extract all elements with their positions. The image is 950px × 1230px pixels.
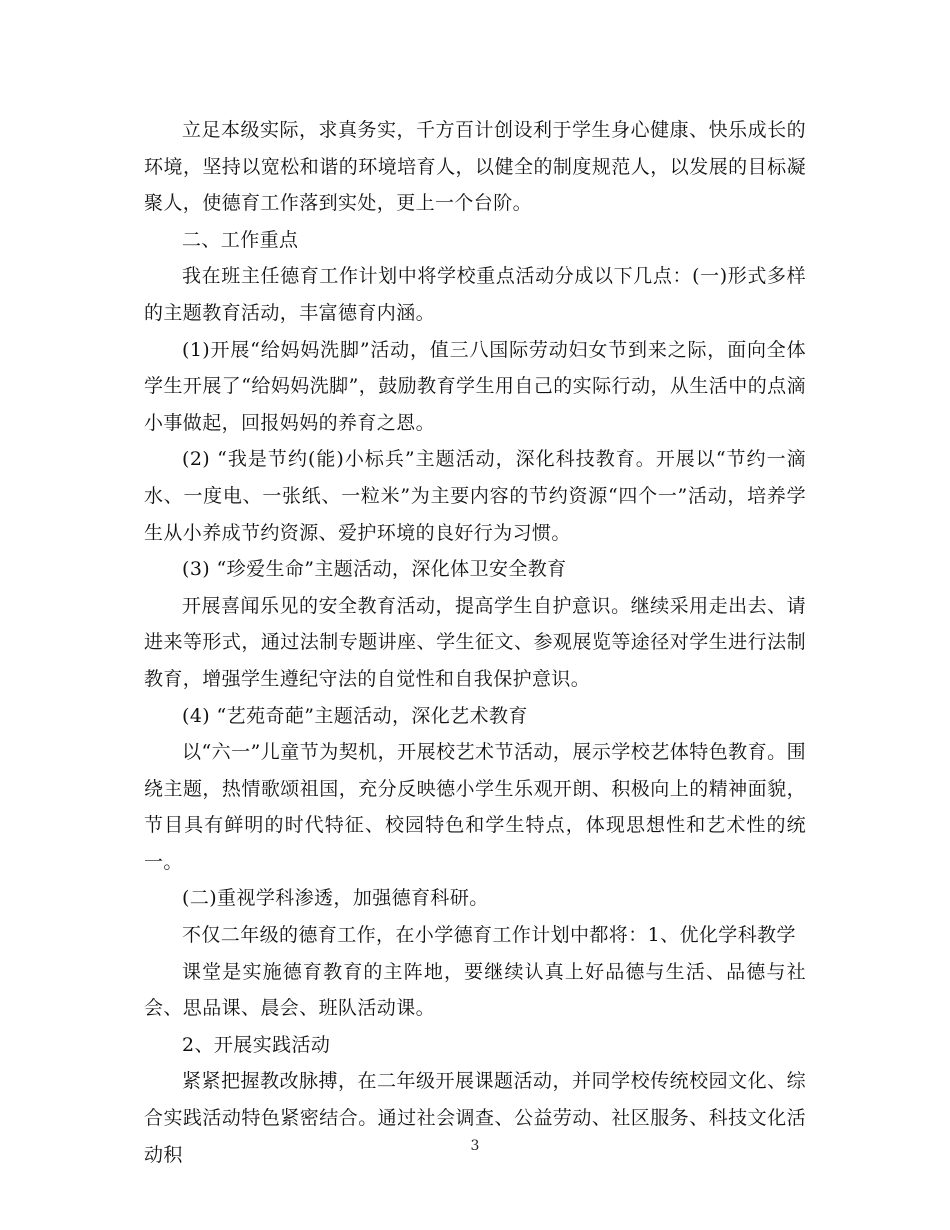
page-number: 3 <box>470 1138 480 1154</box>
section-heading: 二、工作重点 <box>182 228 299 251</box>
document-body <box>144 112 806 1173</box>
paragraph: 课堂是实施德育教育的主阵地，要继续认真上好品德与生活、品德与社会、思品课、晨会、班队活动课。 <box>144 960 806 1020</box>
paragraph: 我在班主任德育工作计划中将学校重点活动分成以下几点：(一)形式多样的主题教育活动，丰富德育内涵。 <box>144 265 806 324</box>
paragraph: 以“六一”儿童节为契机，开展校艺术节活动，展示学校艺体特色教育。围绕主题，热情歌颂祖国，充分反映德小学生乐观开朗、积极向上的精神面貌，节目具有鲜明的时代特征、校园特色和学生特点，体现思想性和艺术性的统一。 <box>144 741 806 873</box>
subheading: (二)重视学科渗透，加强德育科研。 <box>182 887 489 910</box>
paragraph: (2) “我是节约(能)小标兵”主题活动，深化科技教育。开展以“节约一滴水、一度电、一张纸、一粒米”为主要内容的节约资源“四个一”活动，培养学生从小养成节约资源、爱护环境的良好行为习惯。 <box>144 448 806 544</box>
subheading: 2、开展实践活动 <box>182 1033 331 1056</box>
subheading: (3) “珍爱生命”主题活动，深化体卫安全教育 <box>182 558 567 581</box>
paragraph: 立足本级实际，求真务实，千方百计创设利于学生身心健康、快乐成长的环境，坚持以宽松和谐的环境培育人，以健全的制度规范人，以发展的目标凝聚人，使德育工作落到实处，更上一个台阶。 <box>144 119 806 215</box>
paragraph: 紧紧把握教改脉搏，在二年级开展课题活动，并同学校传统校园文化、综合实践活动特色紧密结合。通过社会调查、公益劳动、社区服务、科技文化活动积 <box>144 1070 806 1166</box>
paragraph: (1)开展“给妈妈洗脚”活动，值三八国际劳动妇女节到来之际，面向全体学生开展了“给妈妈洗脚”，鼓励教育学生用自己的实际行动，从生活中的点滴小事做起，回报妈妈的养育之恩。 <box>144 338 806 434</box>
paragraph: 不仅二年级的德育工作，在小学德育工作计划中都将：1、优化学科教学 <box>182 924 796 947</box>
subheading: (4) “艺苑奇葩”主题活动，深化艺术教育 <box>182 704 528 727</box>
paragraph: 开展喜闻乐见的安全教育活动，提高学生自护意识。继续采用走出去、请进来等形式，通过法制专题讲座、学生征文、参观展览等途径对学生进行法制教育，增强学生遵纪守法的自觉性和自我保护意识。 <box>144 594 806 690</box>
